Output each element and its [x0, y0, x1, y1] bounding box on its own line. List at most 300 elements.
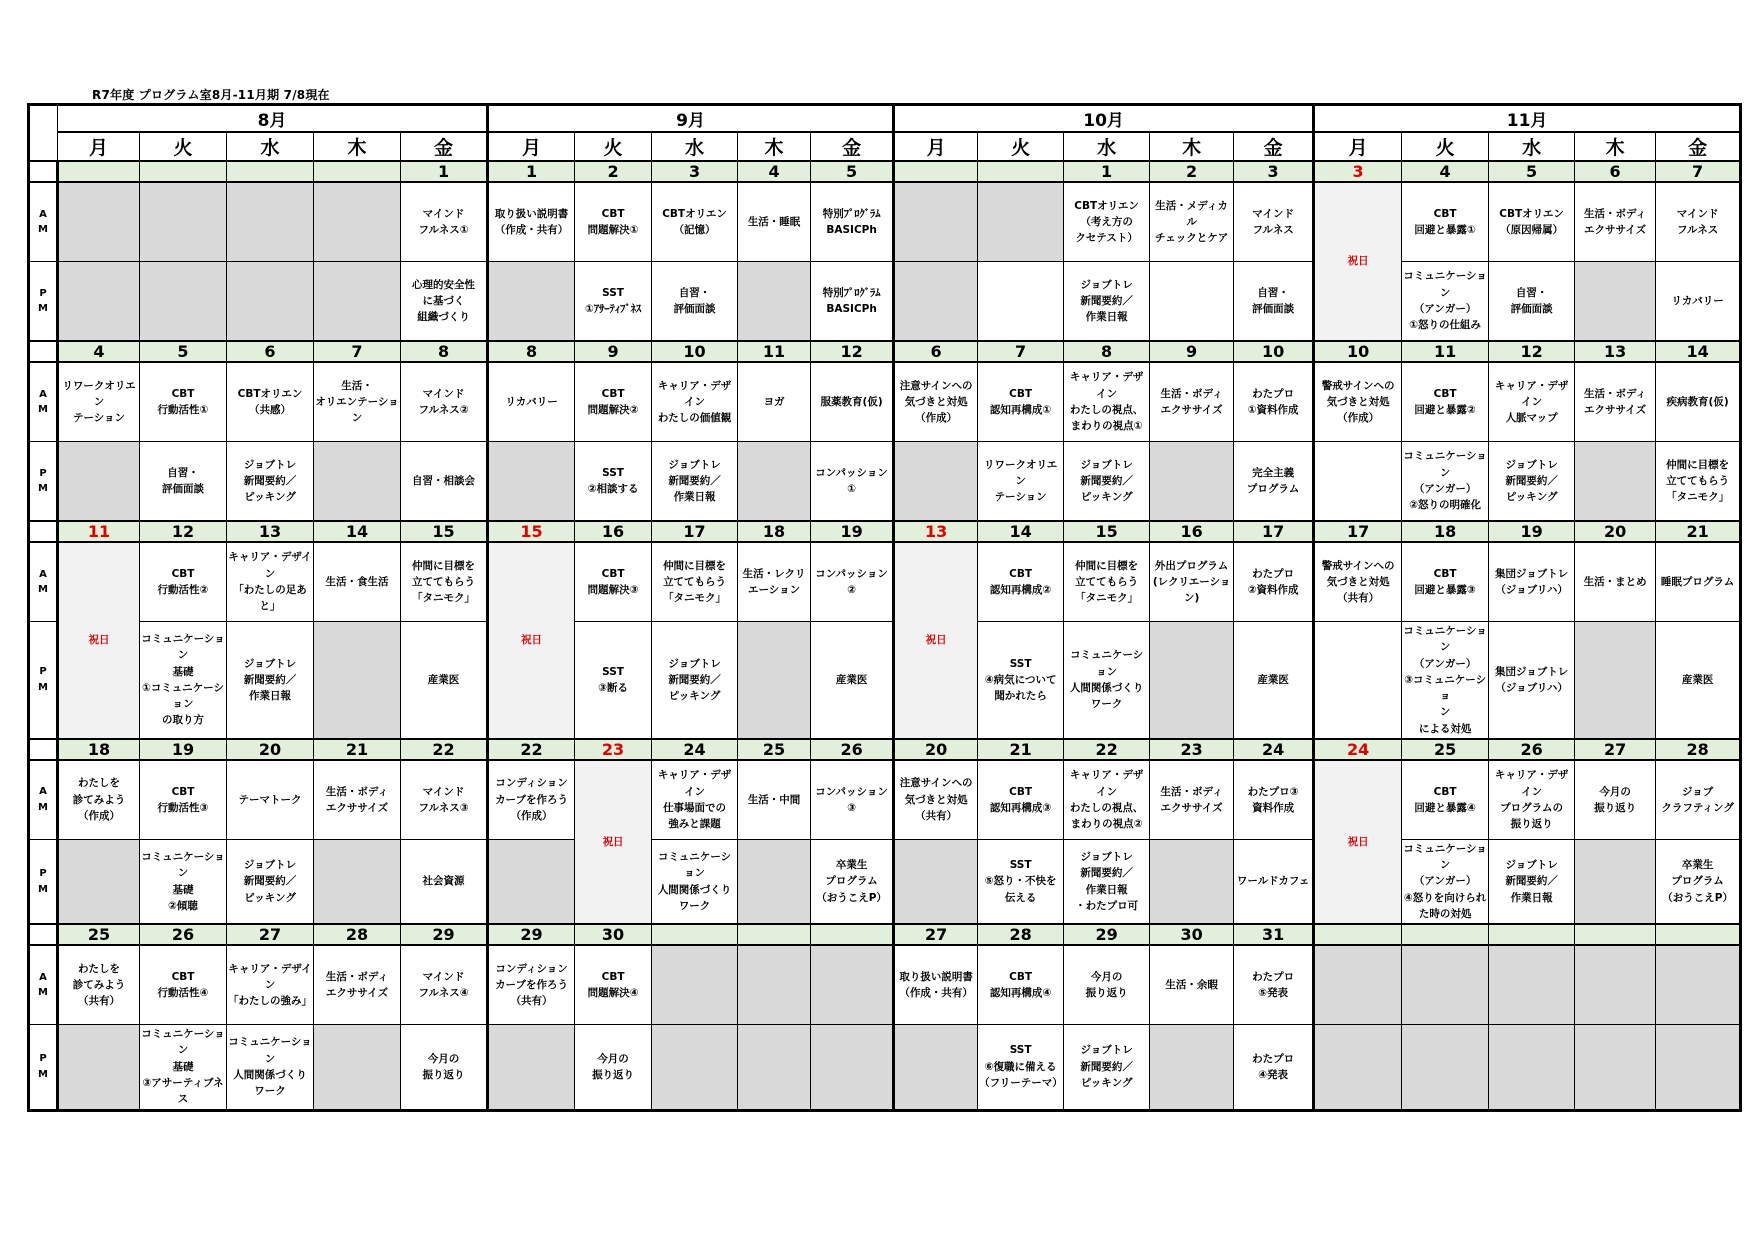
am-program-cell [894, 182, 978, 262]
month-header: 11月 [1314, 105, 1741, 133]
date-row [29, 924, 1741, 945]
am-program-cell: 生活・ボディ エクササイズ [1150, 760, 1234, 840]
am-program-cell: 生活・ボディ エクササイズ [1150, 362, 1234, 442]
am-program-cell: CBT 問題解決② [575, 362, 652, 442]
am-program-cell: コンパッション② [811, 542, 894, 622]
am-program-cell: 生活・ボディ エクササイズ [314, 945, 401, 1025]
am-program-cell: 生活・ボディ エクササイズ [1575, 362, 1656, 442]
date-cell: 18 [1402, 521, 1489, 542]
pm-program-cell [738, 1025, 811, 1110]
date-cell: 7 [1656, 161, 1741, 182]
pm-label: P M [29, 839, 58, 924]
pm-row [29, 1025, 1741, 1110]
pm-program-cell [894, 839, 978, 924]
am-program-cell: コンディション カーブを作ろう （作成） [488, 760, 575, 840]
pm-program-cell [1150, 442, 1234, 522]
weekday-header: 木 [1150, 132, 1234, 161]
date-cell: 17 [1314, 521, 1402, 542]
date-cell: 27 [894, 924, 978, 945]
pm-program-cell: ワールドカフェ [1234, 839, 1314, 924]
pm-program-cell [488, 262, 575, 342]
date-cell: 12 [811, 341, 894, 362]
pm-program-cell [314, 442, 401, 522]
weekday-header: 火 [140, 132, 227, 161]
pm-program-cell: 特別ﾌﾟﾛｸﾞﾗﾑ BASICPh [811, 262, 894, 342]
am-program-cell [738, 945, 811, 1025]
weekday-header: 月 [1314, 132, 1402, 161]
weekday-header: 火 [575, 132, 652, 161]
date-cell: 31 [1234, 924, 1314, 945]
am-program-cell: わたしを 診てみよう （共有） [58, 945, 140, 1025]
pm-program-cell [1402, 1025, 1489, 1110]
pm-program-cell [314, 262, 401, 342]
date-cell: 9 [1150, 341, 1234, 362]
am-program-cell [314, 182, 401, 262]
pm-program-cell [1575, 262, 1656, 342]
date-cell: 11 [1402, 341, 1489, 362]
pm-program-cell [894, 442, 978, 522]
date-cell: 20 [227, 739, 314, 760]
date-cell: 25 [58, 924, 140, 945]
am-program-cell: 疾病教育(仮) [1656, 362, 1741, 442]
pm-program-cell [1150, 262, 1234, 342]
am-program-cell: 生活・ オリエンテーション [314, 362, 401, 442]
pm-program-cell [1575, 1025, 1656, 1110]
pm-program-cell: ジョブトレ 新聞要約／ 作業日報 [227, 622, 314, 739]
pm-program-cell: ジョブトレ 新聞要約／ 作業日報 ・わたプロ可 [1064, 839, 1150, 924]
pm-program-cell [738, 839, 811, 924]
date-cell [652, 924, 738, 945]
pm-program-cell: 集団ジョブトレ （ジョブリハ） [1489, 622, 1575, 739]
am-program-cell: リワークオリエン テーション [58, 362, 140, 442]
pm-program-cell: 社会資源 [401, 839, 488, 924]
am-program-cell: CBT 認知再構成④ [978, 945, 1064, 1025]
date-cell: 8 [401, 341, 488, 362]
date-row [29, 161, 1741, 182]
date-cell: 10 [1234, 341, 1314, 362]
date-cell: 28 [978, 924, 1064, 945]
am-program-cell: CBT 問題解決① [575, 182, 652, 262]
pm-program-cell [1150, 622, 1234, 739]
pm-program-cell: 自習・ 評価面談 [652, 262, 738, 342]
date-cell: 27 [227, 924, 314, 945]
date-cell: 23 [575, 739, 652, 760]
holiday-cell: 祝日 [488, 542, 575, 739]
am-program-cell: CBTオリエン （考え方の クセテスト） [1064, 182, 1150, 262]
pm-row [29, 262, 1741, 342]
am-program-cell: リカバリー [488, 362, 575, 442]
date-cell: 19 [811, 521, 894, 542]
weekday-header: 水 [1489, 132, 1575, 161]
am-program-cell: 睡眠プログラム [1656, 542, 1741, 622]
am-program-cell: CBT 行動活性③ [140, 760, 227, 840]
am-program-cell: 今月の 振り返り [1575, 760, 1656, 840]
am-program-cell [1575, 945, 1656, 1025]
date-cell: 8 [488, 341, 575, 362]
date-cell: 5 [140, 341, 227, 362]
am-program-cell: CBT 回避と暴露② [1402, 362, 1489, 442]
pm-program-cell: ジョブトレ 新聞要約／ ピッキング [652, 622, 738, 739]
date-cell: 18 [738, 521, 811, 542]
date-cell: 26 [811, 739, 894, 760]
date-cell: 29 [488, 924, 575, 945]
date-cell: 17 [652, 521, 738, 542]
date-cell: 1 [401, 161, 488, 182]
date-cell: 3 [1314, 161, 1402, 182]
date-cell: 21 [978, 739, 1064, 760]
date-cell: 6 [227, 341, 314, 362]
date-cell: 4 [1402, 161, 1489, 182]
am-program-cell: マインド フルネス [1234, 182, 1314, 262]
am-program-cell: マインド フルネス① [401, 182, 488, 262]
date-row [29, 739, 1741, 760]
date-row-head [29, 161, 58, 182]
am-program-cell: 生活・ボディ エクササイズ [314, 760, 401, 840]
date-row-head [29, 341, 58, 362]
weekday-header: 火 [1402, 132, 1489, 161]
date-cell: 12 [1489, 341, 1575, 362]
pm-program-cell [1150, 839, 1234, 924]
pm-program-cell: コミュニケーション 人間関係づくり ワーク [227, 1025, 314, 1110]
date-cell: 12 [140, 521, 227, 542]
am-program-cell: 仲間に目標を 立ててもらう 「タニモク」 [1064, 542, 1150, 622]
date-cell: 18 [58, 739, 140, 760]
date-cell: 16 [575, 521, 652, 542]
am-program-cell: マインド フルネス② [401, 362, 488, 442]
pm-program-cell: 自習・相談会 [401, 442, 488, 522]
weekday-header: 木 [314, 132, 401, 161]
date-cell [1402, 924, 1489, 945]
date-cell: 30 [575, 924, 652, 945]
date-cell: 22 [1064, 739, 1150, 760]
date-cell: 15 [1064, 521, 1150, 542]
pm-program-cell: コミュニケーション 基礎 ③アサーティブネ ス [140, 1025, 227, 1110]
pm-program-cell [1314, 622, 1402, 739]
am-program-cell: 生活・レクリ エーション [738, 542, 811, 622]
date-cell: 1 [1064, 161, 1150, 182]
date-cell: 26 [140, 924, 227, 945]
pm-program-cell: 卒業生 プログラム （おうこえP） [1656, 839, 1741, 924]
am-program-cell: わたプロ ⑤発表 [1234, 945, 1314, 1025]
am-program-cell: 警戒サインへの 気づきと対処 （作成） [1314, 362, 1402, 442]
month-header-row [29, 105, 1741, 133]
pm-program-cell: SST ⑤怒り・不快を 伝える [978, 839, 1064, 924]
am-program-cell [652, 945, 738, 1025]
pm-program-cell [1656, 1025, 1741, 1110]
pm-program-cell: 自習・ 評価面談 [1234, 262, 1314, 342]
date-cell: 13 [894, 521, 978, 542]
date-cell: 16 [1150, 521, 1234, 542]
date-cell [738, 924, 811, 945]
pm-program-cell: SST ③断る [575, 622, 652, 739]
weekday-header: 水 [227, 132, 314, 161]
am-program-cell [1402, 945, 1489, 1025]
date-cell: 3 [652, 161, 738, 182]
pm-program-cell [1575, 839, 1656, 924]
am-program-cell: 注意サインへの 気づきと対処 （共有） [894, 760, 978, 840]
date-cell: 2 [575, 161, 652, 182]
pm-program-cell [738, 622, 811, 739]
weekday-header: 水 [1064, 132, 1150, 161]
am-program-cell [1314, 945, 1402, 1025]
pm-program-cell [1489, 1025, 1575, 1110]
date-cell: 27 [1575, 739, 1656, 760]
date-cell: 25 [738, 739, 811, 760]
pm-program-cell [652, 1025, 738, 1110]
pm-program-cell: 今月の 振り返り [401, 1025, 488, 1110]
month-header: 9月 [488, 105, 894, 133]
pm-label: P M [29, 442, 58, 522]
pm-program-cell: 仲間に目標を 立ててもらう 「タニモク」 [1656, 442, 1741, 522]
pm-program-cell [1314, 442, 1402, 522]
pm-program-cell: ジョブトレ 新聞要約／ ピッキング [1064, 1025, 1150, 1110]
date-cell: 29 [1064, 924, 1150, 945]
am-program-cell: CBT 行動活性② [140, 542, 227, 622]
weekday-header: 金 [1234, 132, 1314, 161]
am-program-cell: CBTオリエン （記憶） [652, 182, 738, 262]
am-program-cell: キャリア・デザイン プログラムの 振り返り [1489, 760, 1575, 840]
date-cell: 11 [738, 341, 811, 362]
am-program-cell: わたプロ ②資料作成 [1234, 542, 1314, 622]
pm-program-cell: コミュニケーション 人間関係づくり ワーク [1064, 622, 1150, 739]
date-cell: 4 [738, 161, 811, 182]
am-program-cell [227, 182, 314, 262]
pm-program-cell [738, 442, 811, 522]
date-cell: 1 [488, 161, 575, 182]
pm-program-cell: SST ④病気について 聞かれたら [978, 622, 1064, 739]
am-label: A M [29, 945, 58, 1025]
pm-program-cell: コミュニケーション （アンガー） ①怒りの仕組み [1402, 262, 1489, 342]
am-program-cell: CBT 問題解決④ [575, 945, 652, 1025]
date-cell: 10 [1314, 341, 1402, 362]
am-program-cell: わたプロ ①資料作成 [1234, 362, 1314, 442]
am-program-cell: 今月の 振り返り [1064, 945, 1150, 1025]
pm-program-cell [488, 839, 575, 924]
date-cell: 30 [1150, 924, 1234, 945]
am-program-cell [1656, 945, 1741, 1025]
date-cell: 26 [1489, 739, 1575, 760]
am-program-cell: 服薬教育(仮) [811, 362, 894, 442]
am-label: A M [29, 760, 58, 840]
weekday-header: 水 [652, 132, 738, 161]
pm-program-cell [738, 262, 811, 342]
am-program-cell: CBT 認知再構成① [978, 362, 1064, 442]
am-program-cell [58, 182, 140, 262]
am-program-cell: CBT 認知再構成② [978, 542, 1064, 622]
pm-program-cell: SST ①ｱｻｰﾃｨﾌﾞﾈｽ [575, 262, 652, 342]
date-row [29, 521, 1741, 542]
date-cell [140, 161, 227, 182]
weekday-header: 木 [1575, 132, 1656, 161]
pm-program-cell [58, 442, 140, 522]
date-cell [811, 924, 894, 945]
pm-program-cell [227, 262, 314, 342]
pm-program-cell: ジョブトレ 新聞要約／ ピッキング [227, 442, 314, 522]
am-program-cell: CBT 行動活性① [140, 362, 227, 442]
date-cell: 17 [1234, 521, 1314, 542]
date-cell: 28 [1656, 739, 1741, 760]
holiday-cell: 祝日 [575, 760, 652, 924]
date-cell: 7 [978, 341, 1064, 362]
date-cell [1656, 924, 1741, 945]
pm-program-cell: 産業医 [1234, 622, 1314, 739]
am-program-cell [1489, 945, 1575, 1025]
pm-program-cell: コミュニケーション 基礎 ①コミュニケーション の取り方 [140, 622, 227, 739]
date-cell: 23 [1150, 739, 1234, 760]
am-program-cell: キャリア・デザイン 仕事場面での 強みと課題 [652, 760, 738, 840]
am-program-cell: CBT 回避と暴露③ [1402, 542, 1489, 622]
pm-program-cell: ジョブトレ 新聞要約／ 作業日報 [652, 442, 738, 522]
am-program-cell: テーマトーク [227, 760, 314, 840]
pm-program-cell: 今月の 振り返り [575, 1025, 652, 1110]
date-cell: 6 [894, 341, 978, 362]
date-cell: 4 [58, 341, 140, 362]
date-cell [894, 161, 978, 182]
pm-row [29, 442, 1741, 522]
pm-program-cell: ジョブトレ 新聞要約／ ピッキング [1064, 442, 1150, 522]
weekday-header: 月 [58, 132, 140, 161]
pm-label: P M [29, 262, 58, 342]
date-cell: 28 [314, 924, 401, 945]
pm-program-cell [314, 622, 401, 739]
am-program-cell: 集団ジョブトレ （ジョブリハ） [1489, 542, 1575, 622]
date-cell: 14 [978, 521, 1064, 542]
holiday-cell: 祝日 [1314, 760, 1402, 924]
am-row [29, 945, 1741, 1025]
pm-program-cell: コンパッション① [811, 442, 894, 522]
am-program-cell: 生活・睡眠 [738, 182, 811, 262]
pm-program-cell [314, 1025, 401, 1110]
pm-program-cell: コミュニケーション （アンガー） ③コミュニケーショ ン による対処 [1402, 622, 1489, 739]
pm-program-cell [58, 839, 140, 924]
pm-program-cell [894, 1025, 978, 1110]
date-row [29, 341, 1741, 362]
month-header: 10月 [894, 105, 1314, 133]
pm-program-cell: わたプロ ④発表 [1234, 1025, 1314, 1110]
pm-program-cell: 産業医 [811, 622, 894, 739]
am-program-cell: コンディション カーブを作ろう （共有） [488, 945, 575, 1025]
pm-program-cell [314, 839, 401, 924]
date-cell: 9 [575, 341, 652, 362]
date-row-head [29, 924, 58, 945]
pm-program-cell: コミュニケーション （アンガー） ②怒りの明確化 [1402, 442, 1489, 522]
date-cell: 3 [1234, 161, 1314, 182]
pm-program-cell [894, 262, 978, 342]
weekday-header-row [29, 132, 1741, 161]
date-cell: 15 [401, 521, 488, 542]
am-program-cell: CBT 回避と暴露④ [1402, 760, 1489, 840]
date-cell: 22 [401, 739, 488, 760]
date-cell: 13 [227, 521, 314, 542]
pm-program-cell: リワークオリエン テーション [978, 442, 1064, 522]
am-row [29, 760, 1741, 840]
am-program-cell: CBT 行動活性④ [140, 945, 227, 1025]
date-cell: 22 [488, 739, 575, 760]
am-program-cell: キャリア・デザイン わたしの視点、 まわりの視点② [1064, 760, 1150, 840]
am-program-cell: 仲間に目標を 立ててもらう 「タニモク」 [401, 542, 488, 622]
pm-program-cell: 心理的安全性 に基づく 組織づくり [401, 262, 488, 342]
date-cell [58, 161, 140, 182]
am-label: A M [29, 542, 58, 622]
pm-label: P M [29, 622, 58, 739]
date-cell [314, 161, 401, 182]
pm-program-cell: 完全主義 プログラム [1234, 442, 1314, 522]
am-row [29, 542, 1741, 622]
am-program-cell: CBT 回避と暴露① [1402, 182, 1489, 262]
weekday-header: 金 [1656, 132, 1741, 161]
month-header: 8月 [58, 105, 488, 133]
pm-row [29, 839, 1741, 924]
pm-program-cell: 卒業生 プログラム （おうこえP） [811, 839, 894, 924]
pm-program-cell: ジョブトレ 新聞要約／ 作業日報 [1064, 262, 1150, 342]
date-cell [978, 161, 1064, 182]
pm-program-cell: SST ⑥復職に備える （フリーテーマ） [978, 1025, 1064, 1110]
date-cell: 29 [401, 924, 488, 945]
date-cell: 14 [1656, 341, 1741, 362]
pm-program-cell [1575, 442, 1656, 522]
pm-program-cell [1575, 622, 1656, 739]
weekday-header: 木 [738, 132, 811, 161]
am-program-cell: 生活・食生活 [314, 542, 401, 622]
pm-program-cell [488, 1025, 575, 1110]
date-cell: 14 [314, 521, 401, 542]
date-cell: 5 [811, 161, 894, 182]
am-program-cell: 生活・メディカル チェックとケア [1150, 182, 1234, 262]
date-cell [1489, 924, 1575, 945]
corner-cell [29, 105, 58, 162]
holiday-cell: 祝日 [1314, 182, 1402, 341]
pm-program-cell: 産業医 [401, 622, 488, 739]
pm-program-cell: SST ②相談する [575, 442, 652, 522]
am-program-cell [811, 945, 894, 1025]
am-program-cell: 仲間に目標を 立ててもらう 「タニモク」 [652, 542, 738, 622]
am-program-cell: マインド フルネス④ [401, 945, 488, 1025]
date-cell: 20 [1575, 521, 1656, 542]
weekday-header: 金 [401, 132, 488, 161]
am-label: A M [29, 182, 58, 262]
weekday-header: 金 [811, 132, 894, 161]
am-program-cell: わたプロ③ 資料作成 [1234, 760, 1314, 840]
am-program-cell: コンパッション③ [811, 760, 894, 840]
pm-program-cell: コミュニケーション （アンガー） ④怒りを向けられ た時の対処 [1402, 839, 1489, 924]
date-cell: 21 [314, 739, 401, 760]
weekday-header: 月 [488, 132, 575, 161]
pm-program-cell: コミュニケーション 基礎 ②傾聴 [140, 839, 227, 924]
am-program-cell: CBT 問題解決③ [575, 542, 652, 622]
am-program-cell: 生活・余暇 [1150, 945, 1234, 1025]
am-program-cell: 生活・ボディ エクササイズ [1575, 182, 1656, 262]
am-program-cell: 生活・まとめ [1575, 542, 1656, 622]
am-program-cell: CBT 認知再構成③ [978, 760, 1064, 840]
am-program-cell: わたしを 診てみよう （作成） [58, 760, 140, 840]
am-program-cell: 外出プログラム (レクリエーショ ン) [1150, 542, 1234, 622]
date-cell [1314, 924, 1402, 945]
pm-program-cell [1314, 1025, 1402, 1110]
pm-program-cell: ジョブトレ 新聞要約／ ピッキング [1489, 442, 1575, 522]
date-row-head [29, 521, 58, 542]
pm-program-cell [978, 262, 1064, 342]
pm-label: P M [29, 1025, 58, 1110]
date-cell: 25 [1402, 739, 1489, 760]
pm-program-cell: リカバリー [1656, 262, 1741, 342]
date-cell: 21 [1656, 521, 1741, 542]
pm-program-cell: コミュニケーション 人間関係づくり ワーク [652, 839, 738, 924]
date-cell: 10 [652, 341, 738, 362]
date-cell: 15 [488, 521, 575, 542]
date-row-head [29, 739, 58, 760]
am-program-cell: 警戒サインへの 気づきと対処 （共有） [1314, 542, 1402, 622]
am-program-cell: マインド フルネス③ [401, 760, 488, 840]
